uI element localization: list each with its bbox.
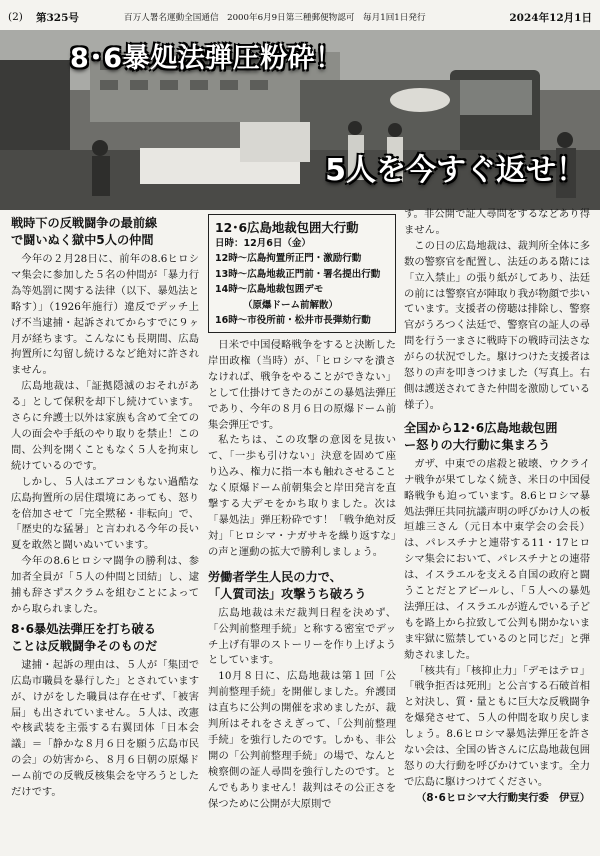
paragraph: 広島地裁は、「証拠隠滅のおそれがある」として保釈を却下し続けています。さらに弁護士以外は家族も含めて全ての人の面会や手紙のやり取りを禁止！この間、公判を開くこともなく５人を拘束し続けているのです。: [11, 380, 199, 472]
article-5-heading: 全国から12･6広島地裁包囲 ー怒りの大行動に集まろう: [404, 420, 558, 452]
schedule-box: [208, 214, 396, 333]
paragraph: ガザ、中東での虐殺と破壊、ウクライナ戦争が果てしなく続き、米日の中国侵略戦争も迫っています。8.6ヒロシマ暴処法弾圧共同抗議声明の呼びかけ人の板垣雄三さん（元日本中東学会の会長）は、パレスチナと連帯する11・17ヒロシマ集会において、パレスチナとの連帯は、イスラエルを支える自国の政府と闘うことだとアピールし、「５人への暴処法弾圧は、イスラエルが遊んでいる子どもを路上から拉致して公判も開かないまま牢獄に監禁しているのと同じだ」と弾劾されました。: [404, 457, 590, 661]
paragraph: 私たちは、この攻撃の意図を見抜いて、「一歩も引けない」決意を固めて座り込み、権力に指一本も触れさせることなく原爆ドーム前朝集会と岸田発言を直撃する大デモをかち取りました。次は「暴処法」弾圧粉砕です！「戦争絶対反対」「ヒロシマ・ナガサキを繰り返すな」の声と運動の拡大で勝利しましょう。: [208, 434, 396, 558]
article-2-heading: 8･6暴処法弾圧を打ち破る ことは反戦闘争そのものだ: [11, 621, 158, 653]
paragraph: 「核共有」「核抑止力」「デモはテロ」「戦争拒否は死刑」と公言する石破首相と対決し、質・量ともに巨大な反戦闘争を爆発させて、５人の仲間を取り戻しましょう。8.6ヒロシマ暴処法弾圧を許さない会は、全国の皆さんに広島地裁包囲怒りの大行動を呼びかけています。全力で広島に駆けつけてください。: [404, 664, 590, 788]
paragraph: 10月８日に、広島地裁は第１回「公判前整理手続」を開催しました。弁護団は直ちに公判の開催を求めましたが、裁判所はそれをさえぎって、「公判前整理手続」を強行したのです。しかも、非公開の「公判前整理手続」の場で、なんと検察側の証人尋問を強行したのです。とんでもありません！裁判はその公正さを保つために公開が大原則で: [208, 670, 396, 810]
paragraph: しかし、５人はエアコンもない過酷な広島拘置所の居住環境にあっても、怒りを倍加させて「完全黙秘・非転向」で、「歴史的な猛暑」と言われる今年の長い夏を敢然と闘いぬいています。: [11, 475, 199, 552]
paragraph: す。非公開で証人尋問をするなどあり得ません。: [404, 208, 590, 236]
schedule-item: 14時～広島地裁包囲デモ: [215, 284, 324, 296]
masthead: [8, 4, 592, 30]
article-4-heading: 労働者学生人民の力で、 「人質司法」攻撃うち破ろう: [208, 569, 367, 601]
article-1-heading: 戦時下の反戦闘争の最前線 で闘いぬく獄中5人の仲間: [11, 216, 158, 247]
paragraph: 日米で中国侵略戦争をすると決断した岸田政権（当時）が、「ヒロシマを潰さなければ、戦争をやることができない」として仕掛けてきたのがこの暴処法弾圧であり、今年の８月６日の原爆ドーム前集会弾圧です。: [208, 339, 396, 431]
issue-number: 第325号: [36, 11, 79, 24]
paragraph: この日の広島地裁は、裁判所全体に多数の警察官を配置し、法廷のある階には「立入禁止」の張り紙がしてあり、法廷の前には警察官が陣取り我が物顔で歩いています。支援者の傍聴は排除し、警察官がうろつく法廷で、警察官の証人の尋問を行う一まさに戦時下の戦時司法さながらの状況でした。駆けつけた支援者は怒りの声を叩きつけました（写真上。右側は護送されてきた仲間を激励している様子）。: [404, 239, 590, 411]
publisher-line: 百万人署名運動全国通信 2000年6月9日第三種郵便物認可 毎月1回1日発行: [124, 13, 426, 23]
paragraph: 広島地裁は未だ裁判日程を決めず、「公判前整理手続」と称する密室でデッチ上げ有罪のストーリーを作り上げようとしています。: [208, 606, 396, 667]
paragraph: 今年の8.6ヒロシマ闘争の勝利は、参加者全員が「５人の仲間と団結」し、逮捕も辞さずスクラムを組むことによってから取られました。: [11, 555, 199, 615]
schedule-item: 12時～広島拘置所正門・激励行動: [215, 253, 362, 265]
banner-headline-1: 8･6暴処法弾圧粉砕！: [70, 43, 343, 74]
issue-date: 2024年12月1日: [509, 11, 592, 24]
schedule-date: 日時：12月6日（金）: [215, 238, 311, 249]
article-5: [404, 207, 590, 807]
schedule-title: 12･6広島地裁包囲大行動: [215, 220, 359, 235]
article-1: [11, 212, 199, 801]
schedule-item: 13時～広島地裁正門前・署名提出行動: [215, 268, 381, 280]
banner: [0, 30, 600, 210]
paragraph: 逮捕・起訴の理由は、５人が「集団で広島市職員を暴行した」とされていますが、けがをした職員は存在せず、「被害届」も出されていません。５人は、改憲や核武装を主張する右翼団体「日本会議」＝「静かな８月６日を願う広島市民の会」の妨害から、８月６日朝の原爆ドーム前での反戦反核集会を守ろうとしただけです。: [11, 658, 199, 799]
article-3: [208, 338, 396, 812]
signature: （8･6ヒロシマ大行動実行委 伊豆）: [416, 791, 590, 804]
schedule-item: 16時～市役所前・松井市長弾劾行動: [215, 315, 371, 327]
schedule-item: （原爆ドーム前解散）: [243, 299, 339, 311]
banner-headline-2: 5人を今すぐ返せ！: [325, 153, 586, 188]
page-number: (2): [8, 11, 23, 23]
paragraph: 今年の２月28日に、前年の8.6ヒロシマ集会に参加した５名の仲間が「暴力行為等処罰に関する法律（以下、暴処法と略す）」（1926年施行）違反でデッチ上げ不当逮捕・起訴されてからすでに９ヶ月が経ちます。こんなにも長期間、広島拘置所に勾留し続けるなど絶対に許されません。: [11, 253, 199, 377]
